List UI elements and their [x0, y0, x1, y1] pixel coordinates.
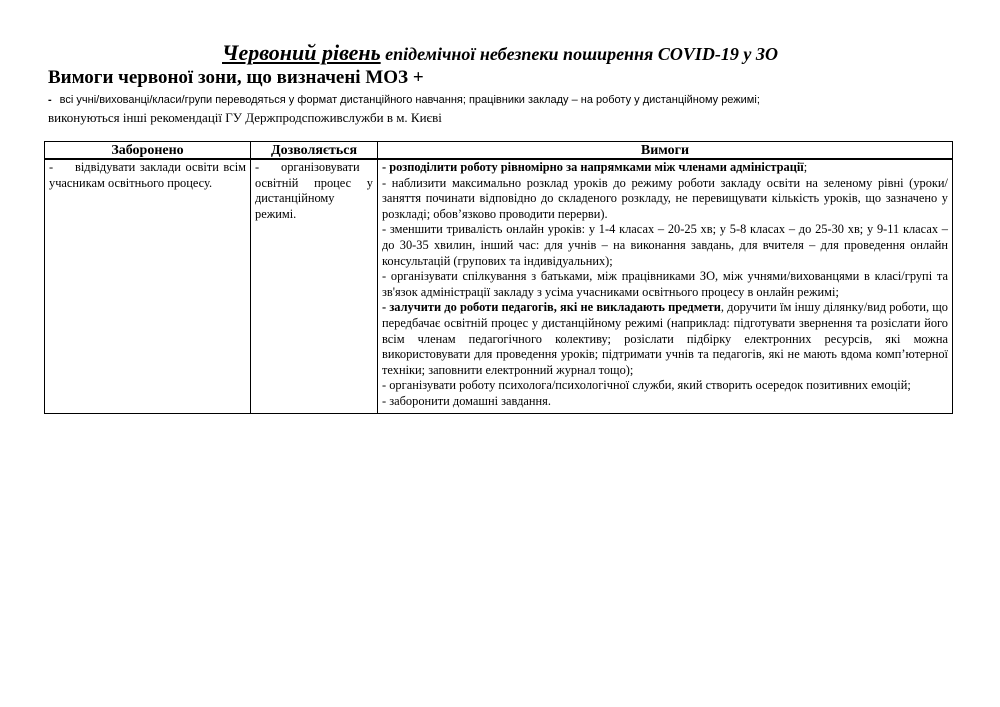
requirement-item: [382, 300, 948, 378]
title-rest: епідемічної небезпеки поширення COVID-19 у ЗО: [380, 44, 778, 64]
table-header-row: [45, 142, 953, 160]
allowed-text: організовувати освітній процес у дистанційному режимі.: [255, 160, 373, 221]
header-allowed: Дозволяється: [251, 142, 378, 160]
requirement-item: - організувати роботу психолога/психологічної служби, який створить осередок позитивних емоцій;: [382, 378, 911, 393]
requirement-item: - організувати спілкування з батьками, між працівниками ЗО, між учнями/вихованцями в класі/групі та зв'язок адміністрації закладу з усіма учасниками освітнього процесу в онлайн режимі;: [382, 269, 948, 299]
requirement-5-tail: , доручити їм іншу ділянку/вид роботи, що передбачає освітній процес у дистанційному режимі (наприклад: підготувати звернення та розіслати його всім членам педагогічного колективу; розіслати підбірку електронних ресурсів, які можна використовувати для проведення уроків; підтримати учнів та педагогів, які не мають вдома комп’ютерної техніки; заповнити електронний журнал тощо);: [382, 300, 949, 377]
cell-requirements: [378, 159, 953, 413]
bullet-line: [48, 94, 760, 106]
bullet-dash: -: [48, 94, 52, 106]
requirement-item: - заборонити домашні завдання.: [382, 393, 551, 408]
note-line: виконуються інші рекомендації ГУ Держпродспоживслужби в м. Києві: [48, 110, 442, 125]
header-forbidden: Заборонено: [45, 142, 251, 160]
cell-forbidden: [45, 159, 251, 413]
subtitle: Вимоги червоної зони, що визначені МОЗ +: [48, 67, 424, 88]
table-row: [45, 159, 953, 413]
bullet-text: всі учні/вихованці/класи/групи переводяться у формат дистанційного навчання; працівники закладу – на роботу у дистанційному режимі;: [59, 94, 760, 106]
page-title: [0, 40, 1000, 66]
title-level: Червоний рівень: [222, 40, 381, 65]
allowed-dash: -: [255, 160, 260, 174]
requirements-table: [44, 141, 953, 414]
forbidden-text: відвідувати заклади освіти всім учасникам освітнього процесу.: [49, 160, 246, 190]
requirement-item: - наблизити максимально розклад уроків до режиму роботи закладу освіти на зеленому рівні (уроки/заняття починати відповідно до складеного розкладу, не перевищувати кількість уроків, що зазначено у розкладі; обов’язково проводити перерви).: [382, 175, 948, 221]
requirement-item: - зменшити тривалість онлайн уроків: у 1-4 класах – 20-25 хв; у 5-8 класах – до 25-30 хв; у 9-11 класах – до 30-35 хвилин, інший час: для учнів – на виконання завдань, для вчителя – для проведення онлайн консультацій (групових та індивідуальних);: [382, 222, 948, 268]
forbidden-dash: -: [49, 160, 54, 174]
requirement-1-tail: ;: [803, 160, 808, 174]
requirement-item: [382, 160, 948, 176]
requirement-5-bold: - залучити до роботи педагогів, які не викладають предмети: [382, 300, 721, 315]
header-requirements: Вимоги: [378, 142, 953, 160]
cell-allowed: [251, 159, 378, 413]
requirement-1-bold: - розподілити роботу рівномірно за напрямками між членами адміністрації: [382, 160, 804, 174]
